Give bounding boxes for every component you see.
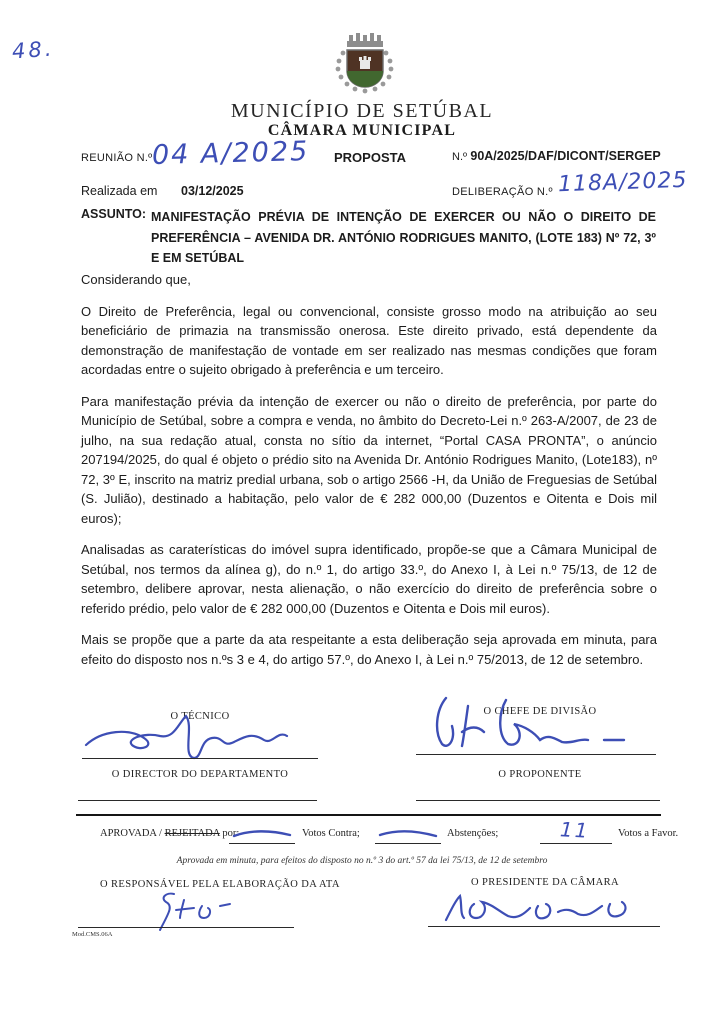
presidente-signature <box>438 886 648 930</box>
deliberacao-label: DELIBERAÇÃO N.º <box>452 186 553 198</box>
presidente-label: O PRESIDENTE DA CÂMARA <box>471 877 619 888</box>
proposta-number <box>452 149 661 163</box>
realizada-label: Realizada em <box>81 184 158 198</box>
realizada-date: 03/12/2025 <box>181 184 244 198</box>
votos-favor-line <box>540 843 612 844</box>
municipality-title: MUNICÍPIO DE SETÚBAL <box>230 100 494 122</box>
handwritten-page-number: 48. <box>11 36 56 64</box>
responsavel-ata-signature-line <box>78 927 294 928</box>
votos-contra-label: Votos Contra; <box>302 828 360 839</box>
chefe-divisao-signature-line <box>416 754 656 755</box>
body-paragraph: Analisadas as caraterísticas do imóvel supra identificado, propõe-se que a Câmara Municipal de Setúbal, nos termos da alínea g), do n.º 1, do artigo 33.º, do Anexo I, à Lei n.º 75/13, de 12 de setembro, delibere aprovar, nesta alienação, o não exercício do direito de preferência sobre o referido prédio, pelo valor de € 282 000,00 (Duzentos e Oitenta e Dois mil euros). <box>81 542 657 616</box>
assunto-label: ASSUNTO: <box>81 207 147 221</box>
chefe-divisao-signature <box>428 692 643 754</box>
assunto-text: MANIFESTAÇÃO PRÉVIA DE INTENÇÃO DE EXERCER OU NÃO O DIREITO DE PREFERÊNCIA – AVENIDA DR. ANTÓNIO RODRIGUES MANITO, (LOTE 183) Nº 72, 3º E EM SETÚBAL <box>151 210 656 266</box>
votos-contra-mark <box>230 826 296 842</box>
tecnico-label: O TÉCNICO <box>170 711 230 722</box>
votos-favor-value-handwritten: 11 <box>559 817 591 843</box>
proposta-label: PROPOSTA <box>334 150 406 165</box>
section-divider <box>76 814 661 816</box>
body-paragraph: O Direito de Preferência, legal ou convencional, consiste grosso modo na atribuição ao seu beneficiário de primazia na transmissão onerosa. Este direito privado, está dependente da demonstração de manifestação de vontade em ser realizado nas mesmas condições que foram acordadas entre o sujeito obrigado à preferência e um terceiro. <box>81 303 657 377</box>
por-word: por: <box>222 828 240 839</box>
aprovada-rejeitada-label <box>100 828 239 839</box>
numero-label: N.º <box>452 151 468 163</box>
chefe-divisao-label: O CHEFE DE DIVISÃO <box>483 706 597 717</box>
body-paragraph: Para manifestação prévia da intenção de exercer ou não o direito de preferência, por parte do Município de Setúbal, sobre a compra e venda, no âmbito do Decreto-Lei n.º 263-A/2007, de 23 de julho, na sua redação atual, consta no sítio da internet, “Portal CASA PRONTA”, o anúncio 207194/2025, do qual é objeto o prédio sito na Avenida Dr. António Rodrigues Manito, (Lote183), nº 72, 3º E, inscrito na matriz predial urbana, sob o artigo 2566 -H, da União de Freguesias de Setúbal (S. Julião), destinado a habitação, pelo valor de € 282 000,00 (Duzentos e Oitenta e Dois mil euros); <box>81 393 657 526</box>
minuta-note: Aprovada em minuta, para efeitos do disposto no n.º 3 do art.º 57 da lei 75/13, de 12 de setembro <box>176 856 548 866</box>
tecnico-signature <box>82 712 320 760</box>
tecnico-signature-line <box>82 758 318 759</box>
director-signature-line <box>78 800 317 801</box>
form-code: Mod.CMS.06A <box>72 931 113 938</box>
votos-favor-label: Votos a Favor. <box>618 828 679 839</box>
setubal-crest-icon <box>325 33 401 99</box>
presidente-signature-line <box>428 926 660 927</box>
rejeitada-word-struck: REJEITADA <box>164 828 220 839</box>
reuniao-number-handwritten: 04 A/2025 <box>151 135 310 172</box>
abstencoes-mark <box>376 826 442 842</box>
body-paragraph: Mais se propõe que a parte da ata respeitante a esta deliberação seja aprovada em minuta, para efeito do disposto nos n.ºs 3 e 4, do artigo 57.º, do Anexo I, à Lei n.º 75/2013, de 12 de setembro. <box>81 632 657 667</box>
proponente-signature-line <box>416 800 660 801</box>
document-body <box>81 270 657 681</box>
proponente-label: O PROPONENTE <box>498 769 582 780</box>
numero-value: 90A/2025/DAF/DICONT/SERGEP <box>470 149 661 163</box>
abstencoes-label: Abstenções; <box>447 828 499 839</box>
deliberacao-number-handwritten: 118A/2025 <box>557 167 688 198</box>
body-intro: Considerando que, <box>81 272 191 287</box>
abstencoes-line <box>375 843 441 844</box>
director-label: O DIRECTOR DO DEPARTAMENTO <box>111 769 289 780</box>
votos-contra-line <box>229 843 295 844</box>
council-title: CÂMARA MUNICIPAL <box>267 122 457 139</box>
aprovada-word: APROVADA / <box>100 828 162 839</box>
reuniao-label: REUNIÃO N.º <box>81 152 153 164</box>
responsavel-ata-label: O RESPONSÁVEL PELA ELABORAÇÃO DA ATA <box>100 879 340 890</box>
